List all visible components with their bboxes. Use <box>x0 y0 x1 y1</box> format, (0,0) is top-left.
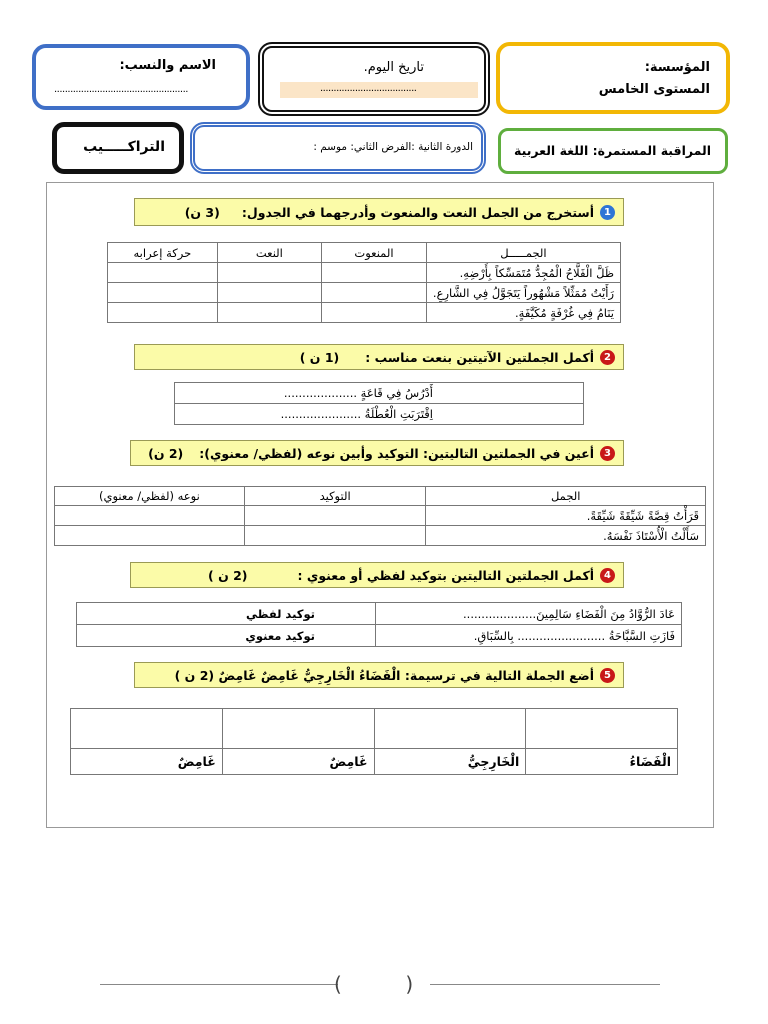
q1-answer-cell[interactable] <box>322 263 427 283</box>
q1-prompt: أستخرج من الجمل النعت والمنعوت وأدرجهما في الجدول: <box>241 204 594 220</box>
q3-bar <box>130 440 624 466</box>
continuous-eval-label: المراقبة المستمرة: اللغة العربية <box>514 143 711 158</box>
q1-answer-cell[interactable] <box>217 303 321 323</box>
q1-header-adjective: النعت <box>217 243 321 263</box>
q5-word: غَامِضٌ <box>222 749 374 775</box>
q1-answer-cell[interactable] <box>108 263 218 283</box>
q1-sentence: يَنَامُ فِي غُرْفَةٍ مُكَيَّفَةٍ. <box>426 303 620 323</box>
date-label: تاريخ اليوم. <box>363 60 424 75</box>
q3-prompt: أعين في الجملتين التاليتين: التوكيد وأبين نوعه (لفظي/ معنوي): <box>199 445 594 461</box>
name-field[interactable]: .................................................. <box>54 84 188 95</box>
q4-type: توكيد معنوي <box>77 625 376 647</box>
q5-number: 5 <box>600 668 615 683</box>
subject-tag-box <box>52 122 184 174</box>
q1-header-described: المنعوت <box>322 243 427 263</box>
q3-answer-cell[interactable] <box>244 526 426 546</box>
q2-table <box>174 382 584 425</box>
q2-bar <box>134 344 624 370</box>
q4-prompt: أكمل الجملتين التاليتين بتوكيد لفظي أو معنوي : <box>297 567 594 583</box>
q4-bar <box>130 562 624 588</box>
exam-info-box <box>190 122 486 174</box>
q3-answer-cell[interactable] <box>244 506 426 526</box>
q5-prompt: أضع الجملة التالية في ترسيمة: الْفَضَاءُ الْخَارِجِيُّ غَامِضٌ غَامِضٌ (2 ن ) <box>174 667 594 683</box>
q3-sentence: سَأَلْتُ الْأُسْتَاذَ نَفْسَهُ. <box>426 526 706 546</box>
q4-sentence[interactable]: فَازَتِ السَّبَّاحَةُ ........................ بِالسِّبَاقِ. <box>376 625 682 647</box>
q1-sentence: ظَلَّ الْفَلَّاحُ الْمُجِدُّ مُتَمَسِّكاً بِأَرْضِهِ. <box>426 263 620 283</box>
date-field[interactable] <box>280 82 478 98</box>
q2-number: 2 <box>600 350 615 365</box>
q3-points: (2 ن) <box>148 445 184 461</box>
q4-points: (2 ن ) <box>208 567 248 583</box>
q1-answer-cell[interactable] <box>108 283 218 303</box>
level-label: المستوى الخامس <box>598 82 710 97</box>
q5-bar <box>134 662 624 688</box>
date-dots: .................................... <box>320 83 417 94</box>
continuous-eval-box <box>498 128 728 174</box>
institution-label: المؤسسة: <box>644 60 710 75</box>
q3-number: 3 <box>600 446 615 461</box>
name-box <box>32 44 250 110</box>
q1-bar <box>134 198 624 226</box>
q3-answer-cell[interactable] <box>55 506 245 526</box>
q5-word: الْخَارِجِيُّ <box>374 749 526 775</box>
q3-answer-cell[interactable] <box>55 526 245 546</box>
q5-word: غَامِضٌ <box>71 749 223 775</box>
q3-sentence: قَرَأْتُ قِصَّةً شَيِّقَةً شَيِّقَةً. <box>426 506 706 526</box>
q2-points: (1 ن ) <box>299 349 340 365</box>
q1-answer-cell[interactable] <box>217 263 321 283</box>
q1-header-case: حركة إعرابه <box>108 243 218 263</box>
q5-answer-cell[interactable] <box>222 709 374 749</box>
institution-box <box>496 42 730 114</box>
q2-sentence[interactable]: أَدْرُسُ فِي قَاعَةٍ .................... <box>175 383 584 404</box>
name-label: الاسم والنسب: <box>119 58 216 73</box>
exam-info: الدورة الثانية :الفرض الثاني: موسم : <box>313 141 473 153</box>
date-box <box>258 42 490 116</box>
q1-answer-cell[interactable] <box>322 303 427 323</box>
q2-prompt: أكمل الجملتين الآتيتين بنعت مناسب : <box>365 349 594 365</box>
q2-sentence[interactable]: اِقْتَرَبَتِ الْعُطْلَةُ ...................... <box>175 404 584 425</box>
q4-sentence[interactable]: عَادَ الرُّوَّادُ مِنَ الْفَضَاءِ سَالِمِينَ.................... <box>376 603 682 625</box>
q3-table <box>54 486 706 546</box>
q3-header-type: نوعه (لفظي/ معنوي) <box>55 487 245 506</box>
q1-table <box>107 242 621 323</box>
q5-answer-cell[interactable] <box>526 709 678 749</box>
q1-points: (3 ن) <box>184 204 220 220</box>
q1-answer-cell[interactable] <box>217 283 321 303</box>
q1-sentence: رَأَيْتُ مُمَثِّلاً مَشْهُوراً يَتَجَوَّلُ فِي الشَّارِعِ. <box>426 283 620 303</box>
q3-header-emphasis: التوكيد <box>244 487 426 506</box>
subject-tag: التراكـــــيب <box>83 139 165 155</box>
q5-word: الْفَضَاءُ <box>526 749 678 775</box>
footer-line-right <box>430 984 660 985</box>
q1-answer-cell[interactable] <box>322 283 427 303</box>
q4-type: توكيد لفظي <box>77 603 376 625</box>
q1-number: 1 <box>600 205 615 220</box>
footer-line-left <box>100 984 338 985</box>
q5-diagram <box>70 708 678 775</box>
q3-header-sentences: الجمل <box>426 487 706 506</box>
q1-answer-cell[interactable] <box>108 303 218 323</box>
q4-table <box>76 602 682 647</box>
q5-answer-cell[interactable] <box>71 709 223 749</box>
page-number-brackets: ( ) <box>334 972 414 996</box>
q4-number: 4 <box>600 568 615 583</box>
q1-header-sentences: الجمـــــل <box>426 243 620 263</box>
q5-answer-cell[interactable] <box>374 709 526 749</box>
